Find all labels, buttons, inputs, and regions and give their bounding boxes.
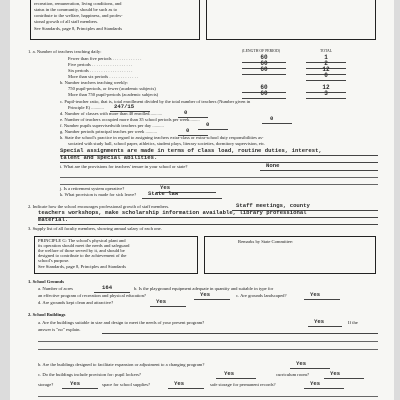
buildings-c-value-4: Yes [174,380,185,387]
q2-line-1 [38,217,378,218]
buildings-c2: storage? [38,382,54,387]
bottom-cut-line [38,396,378,397]
buildings-b-value: Yes [296,360,307,367]
q1-c-value: 247/15 [114,103,135,110]
buildings-c-line-3 [62,388,98,389]
grounds-b-line [194,299,230,300]
buildings-a-if: If the [348,320,358,325]
q1-col-total: TOTAL [320,49,333,53]
q1-c2: Principle E) ........... [68,105,104,110]
buildings-c-line-1 [216,378,256,379]
q1-i-extra-1 [60,177,378,178]
remarks-title: Remarks by State Committee: [238,239,294,244]
buildings-c-line-5 [304,388,344,389]
q1-g-value: 0 [186,127,190,134]
q3-text: 3. Supply list of all faculty members, showing annual salary of each one. [28,226,162,231]
remarks-top-box [206,0,376,40]
q1-f-line [198,129,228,130]
q1-e-value: 0 [270,115,274,122]
school-buildings-title: 2. School Buildings [28,312,66,317]
q1-k: k. What provision is made for sick leave? [60,192,137,197]
q1-d: d. Number of classes with more than 40 enrolled........... [60,111,163,116]
grounds-d: d. Are grounds kept clean and attractive? [38,300,114,305]
q1-h-answer-1: Special assignments are made in terms of class load, routine duties, interest, [60,147,322,154]
grounds-c: c. Are grounds landscaped? [236,293,287,298]
q1-i: i. What are the provisions for teachers' tenure in your school or state? [60,164,188,169]
q1-j-value: Yes [160,184,171,191]
buildings-a-value: Yes [314,318,325,325]
q1-j: j. Is a retirement system operative? [60,186,125,191]
q1-e-line [262,123,292,124]
principle-line-4: sional growth of all staff members. [34,19,99,24]
q2-answer-2: teachers workshops, make scholarship information available, library professional [38,209,307,216]
buildings-c-mid2: space for school supplies? [102,382,151,387]
q1-row-1-total: 1 [324,54,328,61]
buildings-c-line-2 [324,378,364,379]
grounds-b2: an effective program of recreation and physical education? [38,293,146,298]
q1-row-4-label: More than six periods . . . . . . . . . . . . . [68,74,139,79]
q1-row-3-total: 12 [322,66,330,73]
buildings-a-line [308,326,342,327]
q1-i-line [260,170,378,171]
q1-row-3-label: Six periods . . . . . . . . . . . . . . . . . . . [68,68,133,73]
grounds-b-value: Yes [200,291,211,298]
q1-col-length: (LENGTH OF PERIOD) [242,49,281,53]
buildings-c-mid: curriculum room? [276,372,310,377]
q1-h-line-2 [60,162,378,163]
grounds-d-line [150,306,186,307]
q1-b-row-1-length: 60 [260,84,268,91]
q1-b-row-2-total: 3 [324,90,328,97]
q1-row-3-length: 60 [260,66,268,73]
principle-line-2: status in the community, should be such as to [34,7,118,12]
grounds-d-value: Yes [156,298,167,305]
buildings-c-value-3: Yes [70,380,81,387]
q1-row-4-tline [306,80,346,81]
q1-k-value: State law [148,190,179,197]
q1-c: c. Pupil-teacher ratio, that is, total enrollment divided by the total number of teachers (Number given in [60,99,251,104]
buildings-b: b. Are the buildings designed to facilitate expansion or adjustment to a changing program? [38,362,205,367]
buildings-b-line [290,368,330,369]
q1-d-value: 0 [184,109,188,116]
buildings-c-mid3: safe storage for permanent records? [210,382,276,387]
principle-g-line-3: the welfare of those served by it, and should be [38,248,125,253]
q2-answer-1: Staff meetings, county [236,202,310,209]
q1-h-2: sociated with study hall, school paper, athletics, student plays, literary societies, dormitory supervision, etc. [68,141,266,146]
q1-b-row-1-total: 12 [322,84,330,91]
principle-line-3: contribute to the welfare, happiness, and profes- [34,13,123,18]
grounds-a: a. Number of acres [38,286,73,291]
q1-b-row-1-label: 750 pupil-periods, or fewer (academic subjects) [68,86,156,91]
q1-h-1: h. State the school's practice in regard to assigning teachers extra-class or extra-school duty responsibilities as- [60,135,264,140]
buildings-c-value-1: Yes [224,370,235,377]
principle-see: See Standards, page 8, Principles and Standards [34,26,123,31]
q1-row-1-length: 60 [260,54,268,61]
principle-g-line-2: its operation should meet the needs and safeguard [38,243,130,248]
grounds-c-value: Yes [310,291,321,298]
q1-e: e. Number of teachers occupied more than 35 school periods per week......... [60,117,200,122]
q1-row-4-total: 0 [324,72,328,79]
q2-answer-3: material. [38,216,69,223]
buildings-c-value-5: Yes [310,380,321,387]
buildings-a2: answer is "no" explain. [38,327,81,332]
q1-row-2-total: 2 [324,60,328,67]
buildings-a-extra-1 [38,341,378,342]
grounds-b: b. Is the playground equipment adequate in quantity and suitable in type for [134,286,274,291]
grounds-a-value: 164 [102,284,113,291]
q2-text: 2. Indicate how the school encourages professional growth of staff members. [28,204,170,209]
principle-g-see: See Standards, page 8, Principles and Standards [38,264,127,269]
q1-row-2-length: 60 [260,60,268,67]
principle-line-1: recreation, remuneration, living conditions, and [34,1,122,6]
document-page [10,0,394,400]
q1-b: b. Number teachers teaching weekly: [60,80,129,85]
grounds-c-line [304,299,340,300]
buildings-c-value-2: Yes [330,370,341,377]
buildings-c-line-4 [168,388,204,389]
q1-row-3-line [242,74,286,75]
q1-h-answer-2: talent and special abilities. [60,154,158,161]
q1-b-row-2-label: More than 750 pupil-periods (academic subjects) [68,92,159,97]
q2-line-2 [38,224,378,225]
q1-k-line [142,198,222,199]
q1-row-1-label: Fewer than five periods . . . . . . . . . . . . . [68,56,142,61]
q1-f-value: 0 [206,121,210,128]
school-grounds-title: 1. School Grounds [28,279,65,284]
principle-g-line-4: designed to contribute to the achievement of the [38,253,127,258]
q1-i-extra-2 [60,184,378,185]
principle-g-line-5: school's purpose. [38,258,70,263]
q1-intro: 1. a. Number of teachers teaching daily: [28,49,102,54]
q1-i-value: None [266,162,280,169]
buildings-a-extra-2 [38,349,378,350]
q1-row-2-label: Five periods . . . . . . . . . . . . . . . . . . [68,62,133,67]
buildings-a-line-1 [102,333,378,334]
q1-b-row-2-tline [306,98,346,99]
buildings-a: a. Are the buildings suitable in size and design to meet the needs of your present program? [38,320,205,325]
q1-b-row-2-length: 60 [260,90,268,97]
principle-g-line-1: PRINCIPLE G: The school's physical plant and [38,238,126,243]
q1-f: f. Number pupils supervisedwith teachers per day .......... [60,123,164,128]
buildings-c: c. Do the buildings include provision for: pupil lockers? [38,372,141,377]
q1-g: g. Number periods principal teaches per week .......... [60,129,157,134]
